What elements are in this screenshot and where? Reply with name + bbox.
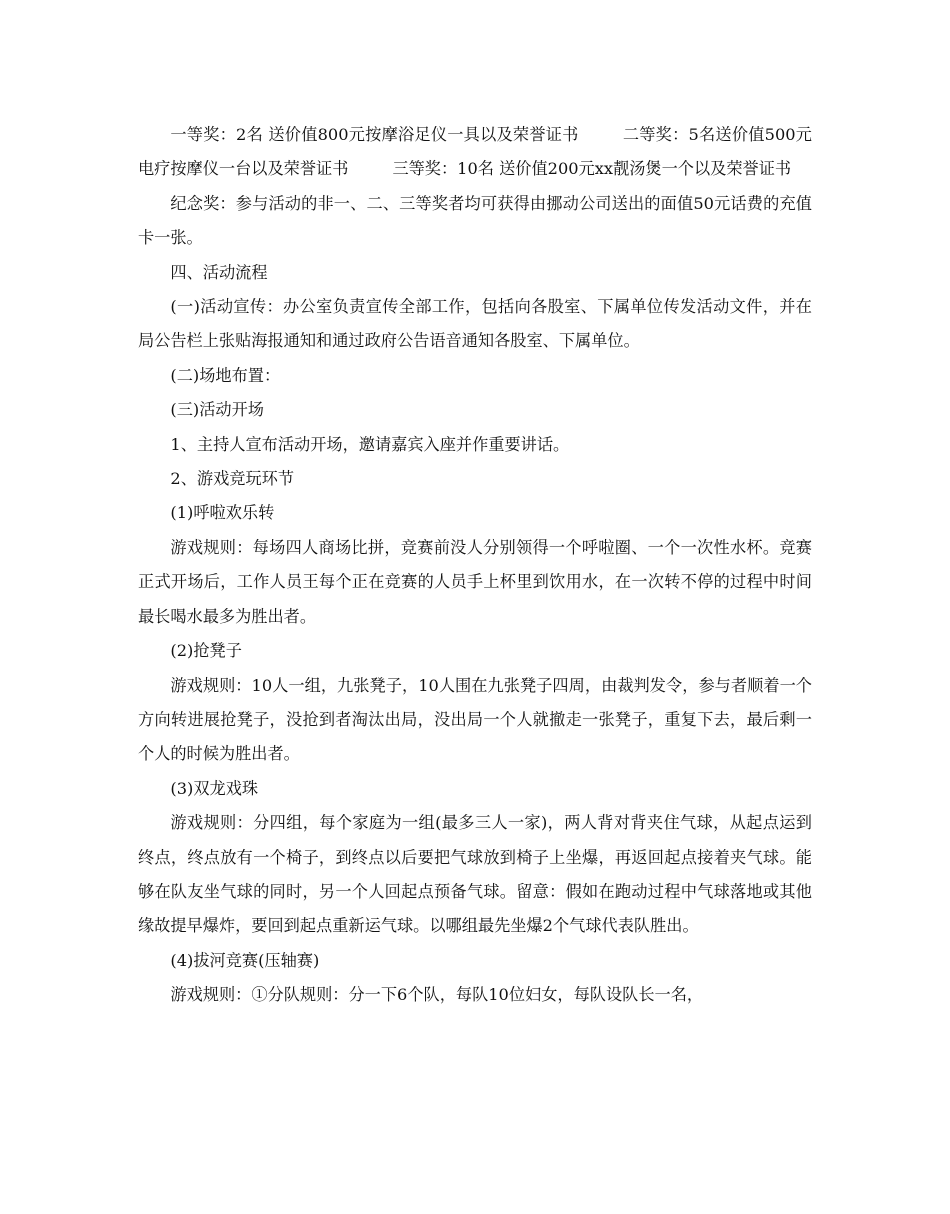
prize-paragraph	[138, 118, 812, 187]
first-prize: 一等奖：2名 送价值800元按摩浴足仪一具以及荣誉证书	[170, 125, 579, 144]
second-prize: 二等奖：5名送价值500元电疗按摩仪一台以及荣誉证书	[138, 125, 812, 179]
game-title-balloon: (3)双龙戏珠	[170, 778, 259, 798]
game-rules-chairs: 游戏规则：10人一组，九张凳子，10人围在九张凳子四周，由裁判发令，参与者顺着一个方向转进展抢凳子，没抢到者淘汰出局，没出局一个人就撤走一张凳子，重复下去，最后剩一个人的时候为胜出者。	[138, 675, 812, 764]
game-title-hula: (1)呼啦欢乐转	[170, 503, 275, 523]
paragraph-games-section: 2、游戏竞玩环节	[170, 469, 295, 489]
paragraph-venue-setup: (二)场地布置：	[170, 365, 281, 385]
game-rules-hula: 游戏规则：每场四人商场比拼，竞赛前没人分别领得一个呼啦圈、一个一次性水杯。竞赛正式开场后，工作人员王每个正在竞赛的人员手上杯里到饮用水，在一次转不停的过程中时间最长喝水最多为胜出者。	[138, 537, 812, 626]
third-prize: 三等奖：10名 送价值200元xx靓汤煲一个以及荣誉证书	[392, 159, 792, 179]
game-title-chairs: (2)抢凳子	[170, 641, 242, 661]
paragraph-souvenir-prize: 纪念奖：参与活动的非一、二、三等奖者均可获得由挪动公司送出的面值50元话费的充值卡一张。	[138, 193, 812, 248]
paragraph-host-speech: 1、主持人宣布活动开场，邀请嘉宾入座并作重要讲话。	[170, 434, 570, 454]
game-rules-balloon: 游戏规则：分四组，每个家庭为一组(最多三人一家)，两人背对背夹住气球，从起点运到终点，终点放有一个椅子，到终点以后要把气球放到椅子上坐爆，再返回起点接着夹气球。能够在队友坐气球的同时，另一个人回起点预备气球。留意：假如在跑动过程中气球落地或其他缘故提早爆炸，要回到起点重新运气球。以哪组最先坐爆2个气球代表队胜出。	[138, 813, 812, 936]
document-page	[138, 118, 812, 1013]
game-rules-tug-of-war: 游戏规则：①分队规则：分一下6个队，每队10位妇女，每队设队长一名，	[170, 985, 704, 1005]
section-heading-activity-process: 四、活动流程	[170, 262, 268, 282]
game-title-tug-of-war: (4)拔河竞赛(压轴赛)	[170, 950, 320, 970]
paragraph-publicity: (一)活动宣传：办公室负责宣传全部工作，包括向各股室、下属单位传发活动文件，并在局公告栏上张贴海报通知和通过政府公告语音通知各股室、下属单位。	[138, 297, 812, 351]
paragraph-opening: (三)活动开场	[170, 400, 264, 420]
